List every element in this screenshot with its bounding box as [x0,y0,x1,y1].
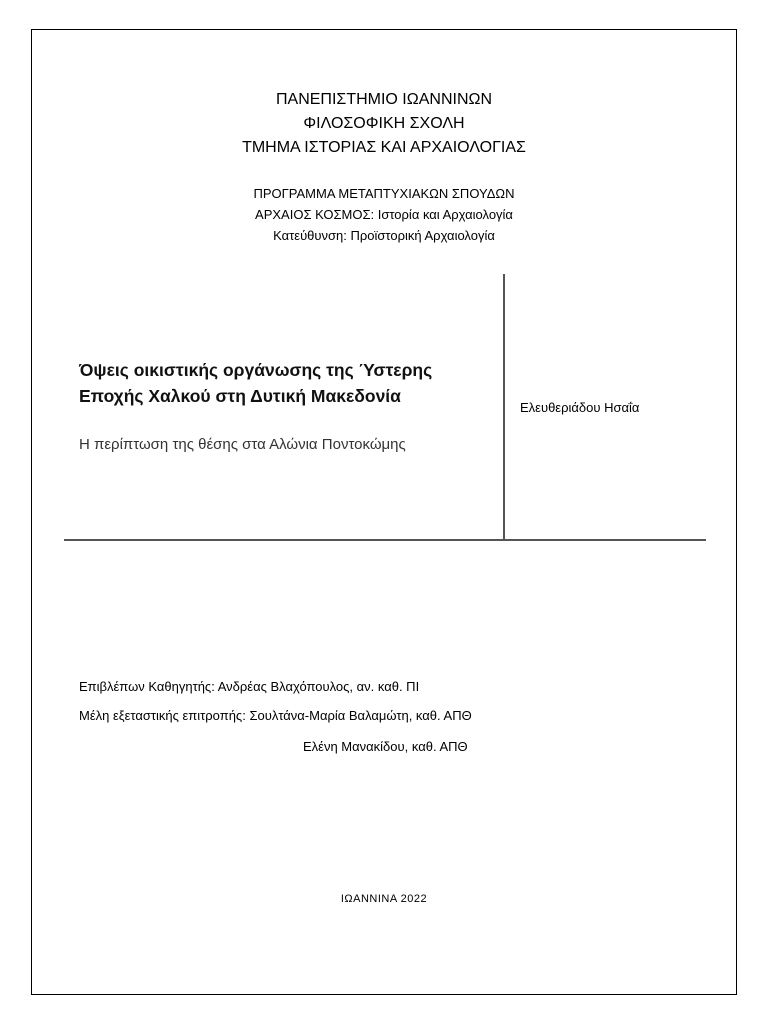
program-specialization: Κατεύθυνση: Προϊστορική Αρχαιολογία [273,228,495,243]
committee-member-2: Ελένη Μανακίδου, καθ. ΑΠΘ [303,739,468,754]
institution-header [31,88,737,160]
thesis-title-line2: Εποχής Χαλκού στη Δυτική Μακεδονία [79,386,401,406]
program-info [31,183,737,246]
thesis-title-line1: Όψεις οικιστικής οργάνωσης της Ύστερης [79,360,433,380]
supervisor-row [79,677,419,697]
horizontal-divider [64,539,706,541]
page-border [31,29,737,995]
place-year: ΙΩΑΝΝΙΝΑ 2022 [340,893,428,905]
supervisor-name: Ανδρέας Βλαχόπουλος, αν. καθ. ΠΙ [217,679,420,694]
committee-member-1: Σουλτάνα-Μαρία Βαλαμώτη, καθ. ΑΠΘ [249,708,472,723]
committee-label: Μέλη εξεταστικής επιτροπής: [79,708,246,723]
thesis-title [79,357,499,409]
thesis-subtitle: Η περίπτωση της θέσης στα Αλώνια Ποντοκώμης [79,436,406,453]
university-name: ΠΑΝΕΠΙΣΤΗΜΙΟ ΙΩΑΝΝΙΝΩΝ [275,91,493,108]
school-name: ΦΙΛΟΣΟΦΙΚΗ ΣΧΟΛΗ [303,115,465,132]
committee-row [79,706,472,726]
author-name: Ελευθεριάδου Ησαΐα [520,400,640,415]
department-name: ΤΜΗΜΑ ΙΣΤΟΡΙΑΣ ΚΑΙ ΑΡΧΑΙΟΛΟΓΙΑΣ [242,139,526,156]
program-track: ΑΡΧΑΙΟΣ ΚΟΣΜΟΣ: Ιστορία και Αρχαιολογία [255,207,513,222]
program-name: ΠΡΟΓΡΑΜΜΑ ΜΕΤΑΠΤΥΧΙΑΚΩΝ ΣΠΟΥΔΩΝ [253,186,515,201]
supervisor-label: Επιβλέπων Καθηγητής: [79,679,215,694]
vertical-divider [503,274,505,540]
